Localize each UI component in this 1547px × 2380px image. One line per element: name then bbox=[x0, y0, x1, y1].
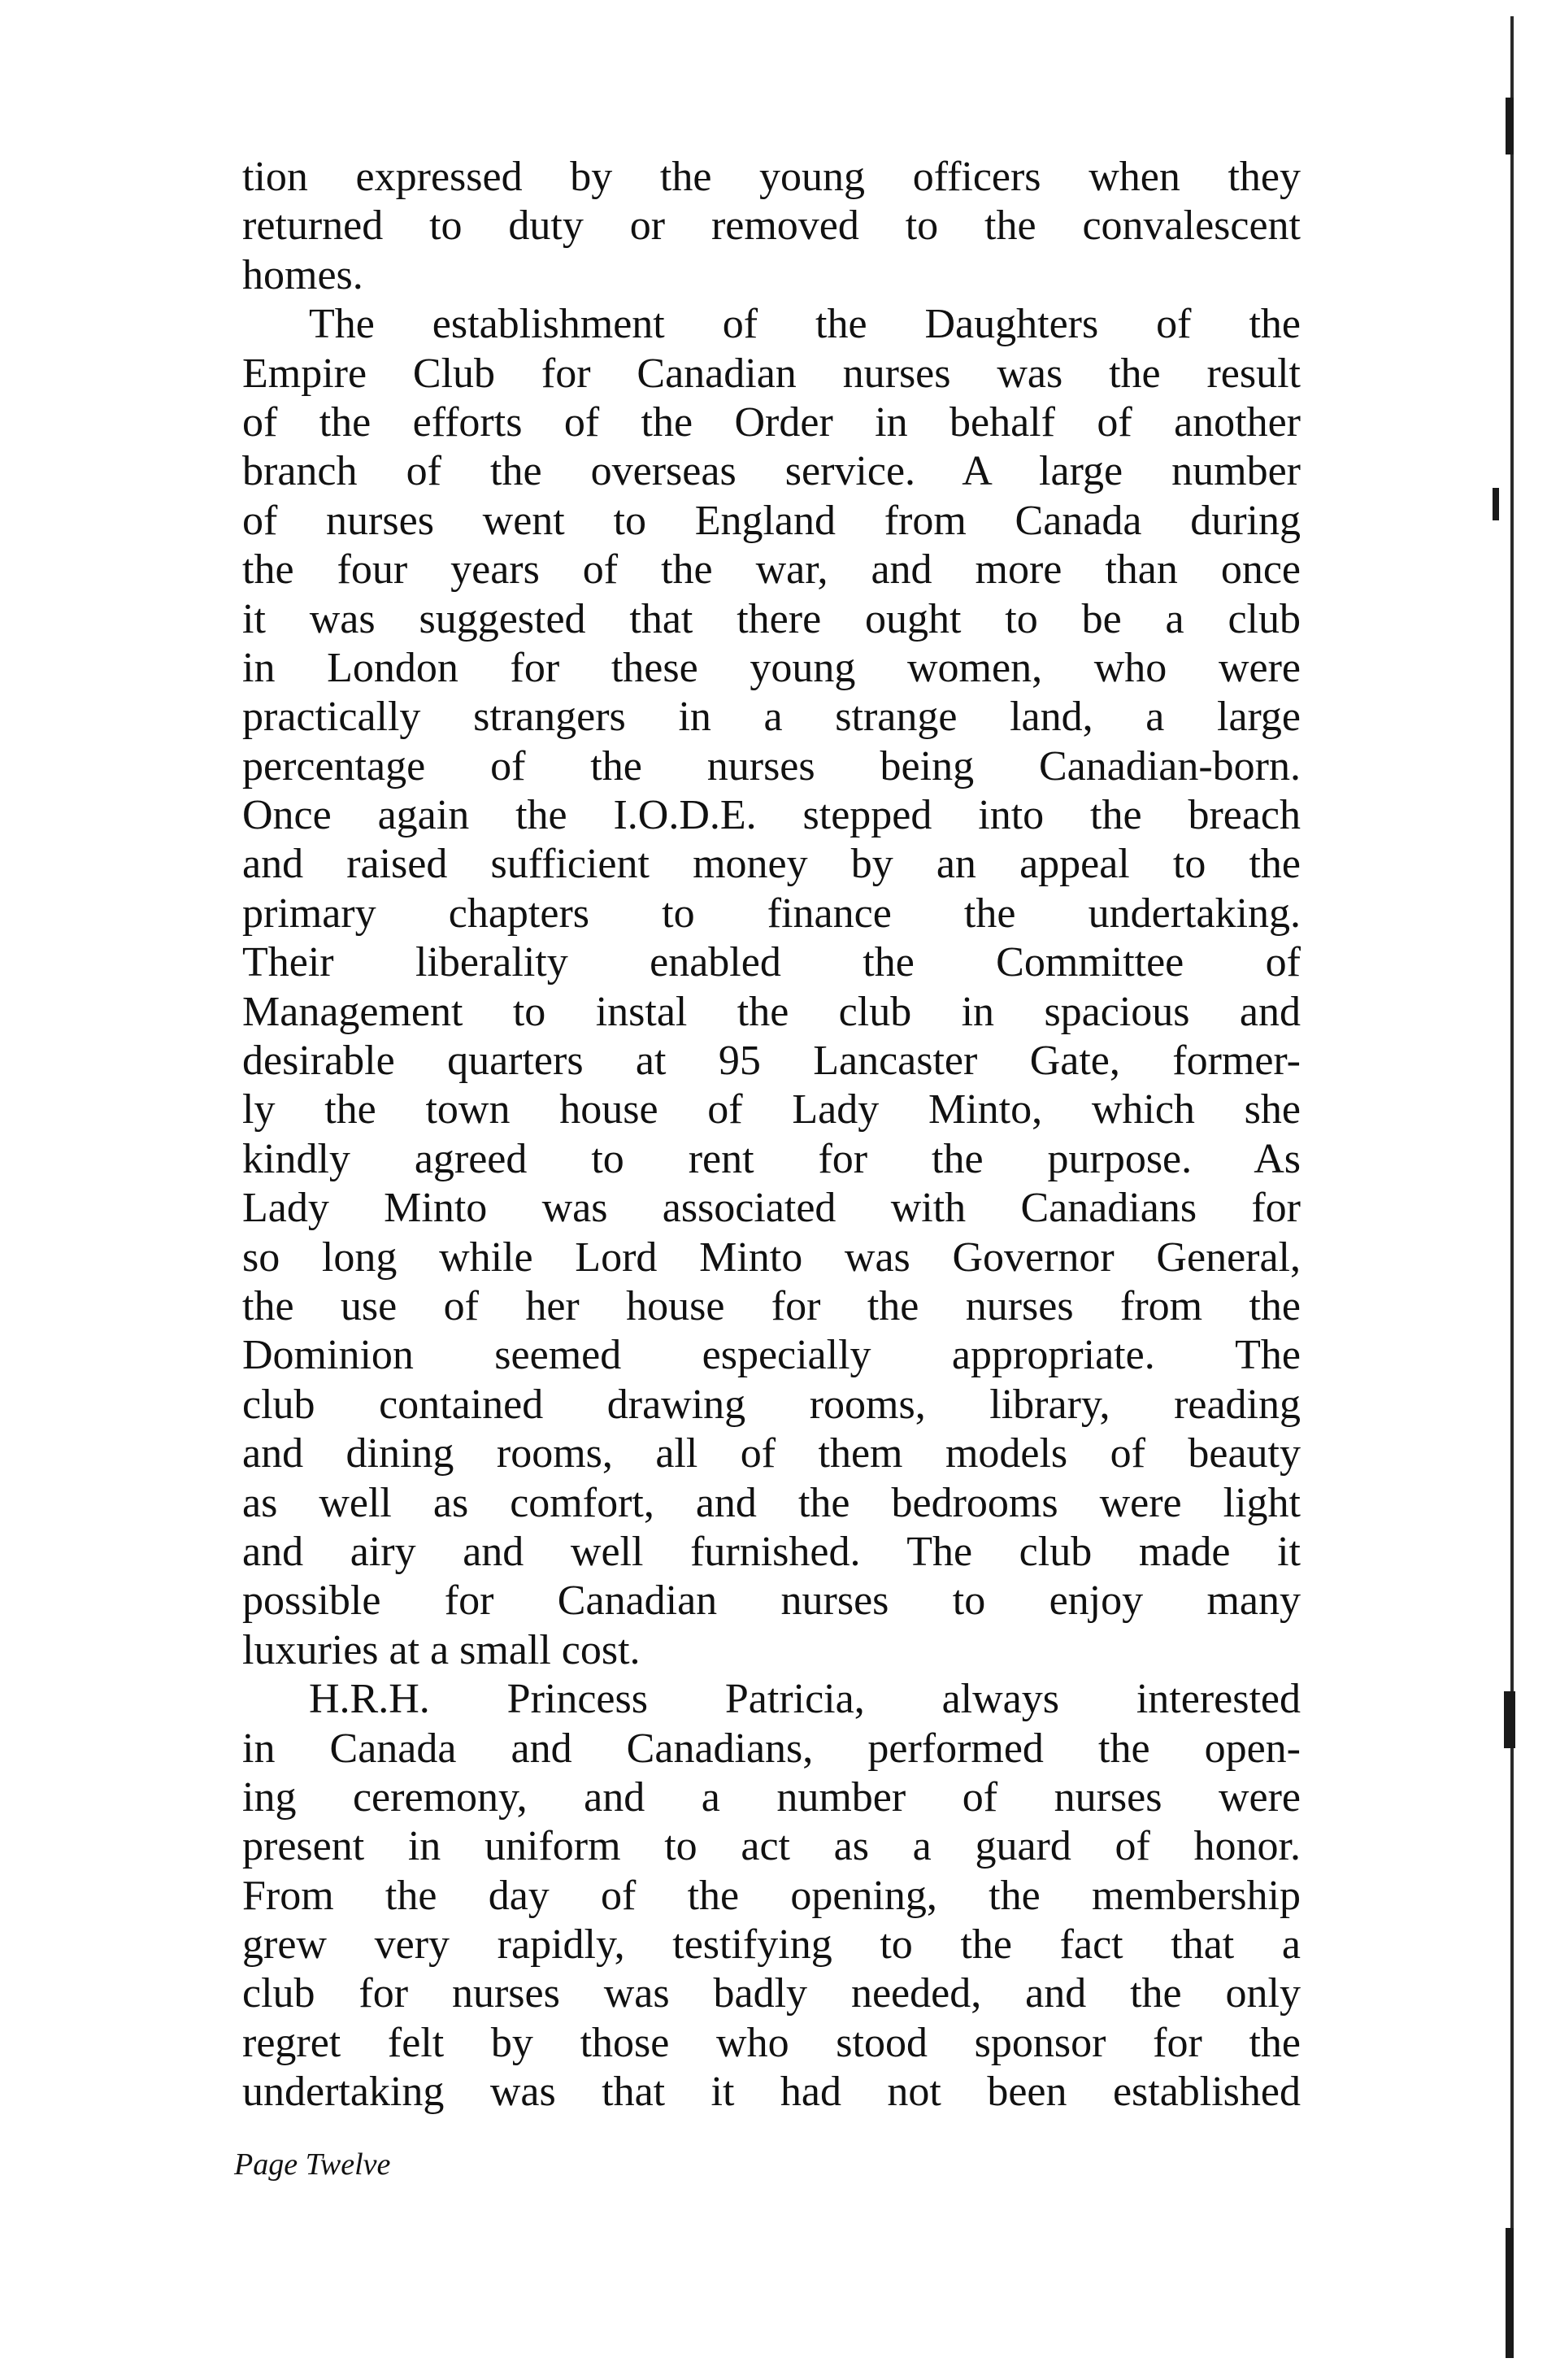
page-edge-speck bbox=[1506, 2228, 1514, 2358]
text-line: the use of her house for the nurses from the bbox=[242, 1282, 1301, 1329]
text-line: percentage of the nurses being Canadian-born. bbox=[242, 742, 1301, 790]
text-line: of nurses went to England from Canada during bbox=[242, 497, 1301, 544]
text-line: Empire Club for Canadian nurses was the result bbox=[242, 350, 1301, 397]
page-edge-speck bbox=[1493, 488, 1499, 520]
text-line: club for nurses was badly needed, and the only bbox=[242, 1970, 1301, 2017]
text-line: practically strangers in a strange land, a large bbox=[242, 694, 1301, 741]
body-text bbox=[242, 153, 1301, 2117]
text-line: so long while Lord Minto was Governor General, bbox=[242, 1234, 1301, 1281]
text-line: as well as comfort, and the bedrooms were light bbox=[242, 1479, 1301, 1526]
text-line: Dominion seemed especially appropriate. The bbox=[242, 1332, 1301, 1379]
text-line: returned to duty or removed to the convalescent bbox=[242, 202, 1301, 250]
text-line: in Canada and Canadians, performed the open- bbox=[242, 1725, 1301, 1772]
text-line: it was suggested that there ought to be a club bbox=[242, 595, 1301, 642]
text-line: Lady Minto was associated with Canadians for bbox=[242, 1185, 1301, 1232]
paragraph-start-line: The establishment of the Daughters of the bbox=[309, 301, 1301, 348]
text-line: luxuries at a small cost. bbox=[242, 1626, 641, 1673]
text-line: primary chapters to finance the undertaking. bbox=[242, 890, 1301, 937]
text-line: kindly agreed to rent for the purpose. As bbox=[242, 1135, 1301, 1182]
text-line: and dining rooms, all of them models of beauty bbox=[242, 1430, 1301, 1477]
text-line: undertaking was that it had not been established bbox=[242, 2069, 1301, 2116]
page-edge-line bbox=[1510, 16, 1514, 2358]
page-number-label: Page Twelve bbox=[234, 2147, 391, 2182]
text-line: club contained drawing rooms, library, reading bbox=[242, 1381, 1301, 1428]
text-line: Their liberality enabled the Committee of bbox=[242, 939, 1301, 986]
text-line: regret felt by those who stood sponsor for the bbox=[242, 2019, 1301, 2066]
text-line: the four years of the war, and more than once bbox=[242, 546, 1301, 594]
text-line: homes. bbox=[242, 251, 363, 298]
text-line: and raised sufficient money by an appeal to the bbox=[242, 841, 1301, 888]
text-line: Once again the I.O.D.E. stepped into the breach bbox=[242, 792, 1301, 839]
paragraph-start-line: H.R.H. Princess Patricia, always interested bbox=[309, 1676, 1301, 1723]
text-line: From the day of the opening, the membership bbox=[242, 1872, 1301, 1919]
text-line: tion expressed by the young officers when they bbox=[242, 154, 1301, 200]
text-line: and airy and well furnished. The club made it bbox=[242, 1528, 1301, 1575]
page-edge-speck bbox=[1504, 1691, 1515, 1748]
text-line: possible for Canadian nurses to enjoy many bbox=[242, 1577, 1301, 1625]
page-edge-speck bbox=[1506, 98, 1514, 154]
text-line: ly the town house of Lady Minto, which she bbox=[242, 1086, 1301, 1133]
text-line: grew very rapidly, testifying to the fact that a bbox=[242, 1921, 1301, 1969]
text-line: branch of the overseas service. A large number bbox=[242, 448, 1301, 495]
text-line: ing ceremony, and a number of nurses were bbox=[242, 1773, 1301, 1821]
text-line: desirable quarters at 95 Lancaster Gate, former- bbox=[242, 1038, 1301, 1085]
text-line: in London for these young women, who were bbox=[242, 644, 1301, 691]
text-line: Management to instal the club in spacious and bbox=[242, 988, 1301, 1035]
text-line: of the efforts of the Order in behalf of another bbox=[242, 398, 1301, 446]
text-line: present in uniform to act as a guard of honor. bbox=[242, 1823, 1301, 1870]
